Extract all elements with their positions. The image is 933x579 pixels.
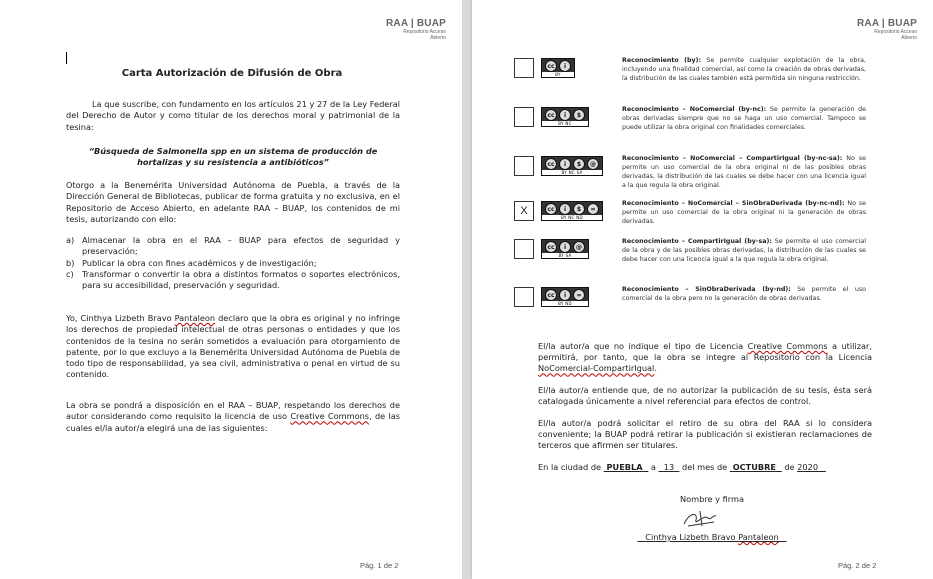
list-item: c) Transformar o convertir la obra a distintos formatos o soportes electrónicos, para su accesibilidad, preservación y seguridad. [66, 268, 400, 291]
cc-badge-label: BY NC SA [542, 170, 602, 175]
page-title: Carta Autorización de Difusión de Obra [121, 68, 343, 79]
license-description: Reconocimiento (by): Se permite cualquier explotación de la obra, incluyendo una finalidad comercial, así como la creación de obras derivadas, la distribución de las cuales también está permitida sin ninguna restricción. [622, 57, 866, 82]
withdraw-paragraph: El/la autor/a podrá solicitar el retiro de su obra del RAA si lo considera conveniente; la BUAP podrá retirar la publicación si existieran reclamaciones de terceros que afirmen ser titulares. [538, 418, 872, 451]
license-row [514, 286, 867, 327]
cc-symbol-icon: @ [587, 158, 599, 170]
license-checkbox[interactable] [514, 239, 534, 259]
cc-symbol-icon: = [587, 203, 599, 215]
signature-name: Cinthya Lizbeth Bravo Pantaleon [645, 532, 779, 542]
cc-license-badge-icon [541, 58, 575, 78]
month-value: OCTUBRE [732, 462, 777, 472]
license-description: Reconocimiento – SinObraDerivada (by-nd): Se permite el uso comercial de la obra pero no la generación de obras derivadas. [622, 286, 867, 302]
page-number: Pág. 1 de 2 [360, 561, 399, 570]
license-description: Reconocimiento – NoComercial – CompartirIgual (by-nc-sa): No se permite un uso comercial de la obra original ni de las posibles obras derivadas, la distribución de las cuales se debe hacer con una licencia igual a la que regula la obra original. [622, 155, 866, 189]
cc-license-badge-icon [541, 287, 589, 307]
cc-symbol-icon: $ [573, 158, 585, 170]
license-checkbox[interactable] [514, 156, 534, 176]
cc-badge-label: BY NC ND [542, 215, 602, 220]
cc-badge-label: BY SA [542, 253, 588, 258]
cc-license-badge-icon [541, 156, 603, 176]
page-number: Pág. 2 de 2 [838, 561, 877, 570]
list-item: a) Almacenar la obra en el RAA – BUAP para efectos de seguridad y preservación; [66, 235, 400, 257]
year-value: 2020 [797, 462, 819, 472]
cc-license-badge-icon [541, 201, 603, 221]
license-description: Reconocimiento – CompartirIgual (by-sa): Se permite el uso comercial de la obra y de las posibles obras derivadas, la distribución de las cuales se debe hacer con una licencia igual a la que regula la obra original. [622, 238, 867, 263]
license-checkbox[interactable] [514, 287, 534, 307]
place-date-line: En la ciudad de PUEBLA a 13 del mes de OCTUBRE de 2020 [538, 462, 819, 472]
city-value: PUEBLA [606, 462, 643, 472]
license-description: Reconocimiento – NoComercial – SinObraDerivada (by-nc-nd): No se permite un uso comercial de la obra original ni la generación de obras derivadas. [622, 200, 866, 225]
license-checkbox[interactable] [514, 107, 534, 127]
cc-symbol-icon: i [559, 109, 571, 121]
list-item: b) Publicar la obra con fines académicos y de investigación; [66, 257, 317, 268]
cc-symbol-icon: i [559, 60, 571, 72]
cc-symbol-icon: i [559, 203, 571, 215]
catalog-paragraph: El/la autor/a entiende que, de no autorizar la publicación de su tesis, ésta será catalogada únicamente a nivel referencial para efectos de control. [538, 385, 872, 407]
authorization-list [66, 235, 400, 291]
license-row [514, 107, 864, 147]
availability-paragraph: La obra se pondrá a disposición en el RAA – BUAP, respetando los derechos de autor considerando como requisito la licencia de uso Creative Commons, de las cuales el/la autor/a elegirá una de las siguientes: [66, 400, 400, 433]
cc-license-badge-icon [541, 107, 589, 127]
license-checkbox[interactable] [514, 58, 534, 78]
cc-symbol-icon: i [559, 158, 571, 170]
declaration-paragraph: Yo, Cinthya Lizbeth Bravo Pantaleon declaro que la obra es original y no infringe los derechos de propiedad intelectual de otras personas o entidades y que los contenidos de la tesina no serán sometidos a evaluación para otorgamiento de patente, por lo que excluyo a la Benemérita Universidad Autónoma de Puebla de todo tipo de responsabilidad, ya sea civil, administrativa o penal en virtud de su contenido. [66, 313, 401, 380]
cc-symbol-icon: $ [573, 203, 585, 215]
raa-buap-logo: RAA | BUAP Repositorio Acceso Abierto [857, 18, 917, 41]
cc-badge-label: BY ND [542, 301, 588, 306]
cc-symbol-icon: cc [545, 158, 557, 170]
cc-symbol-icon: @ [573, 241, 585, 253]
cc-symbol-icon: i [559, 241, 571, 253]
handwritten-signature [680, 508, 720, 530]
cc-badge-label: BY NC [542, 121, 588, 126]
raa-buap-logo: RAA | BUAP Repositorio Acceso Abierto [386, 18, 446, 41]
cc-symbol-icon: cc [545, 241, 557, 253]
signature-label: Nombre y firma [680, 494, 744, 504]
cc-symbol-icon: cc [545, 203, 557, 215]
day-value: 13 [663, 462, 675, 472]
grant-paragraph: Otorgo a la Benemérita Universidad Autónoma de Puebla, a través de la Dirección General de Bibliotecas, publicar de forma gratuita y no exclusiva, en el Repositorio de Acceso Abierto, en adelante RAA – BUAP, los contenidos de mi tesis, autorizando con ello: [66, 180, 400, 224]
license-row [514, 156, 864, 196]
cc-symbol-icon: = [573, 289, 585, 301]
license-description: Reconocimiento – NoComercial (by-nc): Se permite la generación de obras derivadas siempre que no se haga un uso comercial. Tampoco se puede utilizar la obra original con finalidades comerciales. [622, 106, 866, 131]
thesis-title: “Búsqueda de Salmonella spp en un sistema de producción de hortalizas y su resistencia a antibióticos” [88, 146, 378, 167]
intro-paragraph: La que suscribe, con fundamento en los artículos 21 y 27 de la Ley Federal del Derecho de Autor y como titular de los derechos moral y patrimonial de la tesina: [66, 99, 400, 132]
default-license-paragraph: El/la autor/a que no indique el tipo de Licencia Creative Commons a utilizar, permitirá, por tanto, que la obra se integre al Repositorio con la Licencia NoComercial-CompartirIgual. [538, 341, 872, 374]
cc-symbol-icon: cc [545, 109, 557, 121]
license-row [514, 238, 867, 279]
cc-symbol-icon: cc [545, 60, 557, 72]
license-checkbox[interactable]: X [514, 201, 534, 221]
page-gap [462, 0, 472, 579]
document-page-2 [472, 0, 933, 579]
cc-symbol-icon: $ [573, 109, 585, 121]
license-row [514, 58, 864, 98]
document-page-1 [0, 0, 462, 579]
cc-symbol-icon: i [559, 289, 571, 301]
cc-symbol-icon: cc [545, 289, 557, 301]
cc-badge-label: BY [542, 72, 574, 77]
license-row [514, 201, 864, 241]
cc-license-badge-icon [541, 239, 589, 259]
text-cursor [66, 52, 67, 64]
